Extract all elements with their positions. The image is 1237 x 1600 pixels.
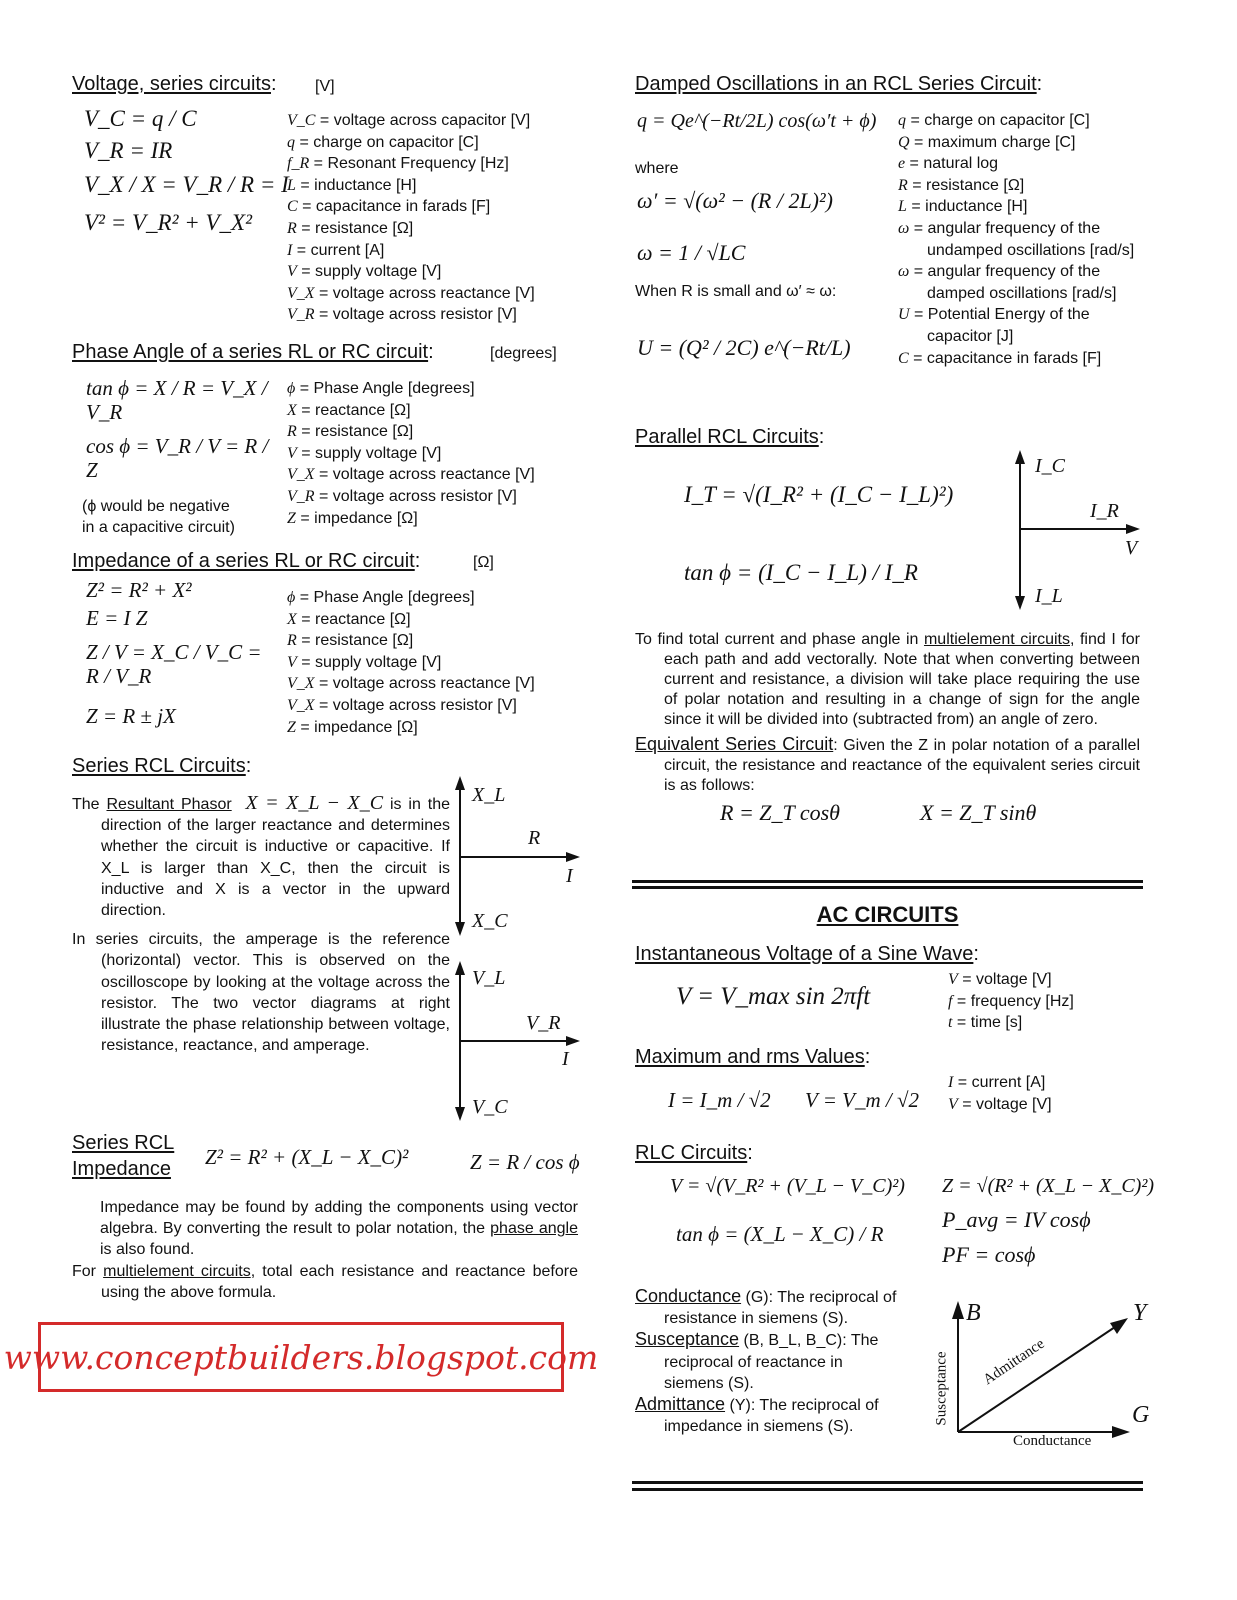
title-text: Maximum and rms Values — [635, 1046, 865, 1068]
section-title-rms: Maximum and rms Values: — [635, 1046, 871, 1068]
definition-symbol: q — [287, 133, 295, 151]
term: Admittance — [635, 1394, 726, 1415]
definition-item — [287, 652, 577, 674]
definition-symbol: V_X — [287, 675, 315, 693]
definition-item — [948, 1094, 1148, 1116]
definition-symbol: C — [898, 349, 909, 367]
susceptance-label: Susceptance — [933, 1351, 950, 1426]
definition-text: = voltage across reactance [V] — [314, 675, 535, 693]
definition-symbol: Z — [287, 509, 296, 527]
parallel-vector-diagram — [1000, 445, 1150, 615]
divider — [632, 1481, 1143, 1484]
definition-item — [898, 110, 1148, 132]
title-text: Instantaneous Voltage of a Sine Wave — [635, 943, 974, 965]
formula: U = (Q² / 2C) e^(−Rt/L) — [637, 335, 851, 360]
definition-text: = impedance [Ω] — [295, 718, 418, 736]
definition-symbol: V_R — [287, 487, 315, 505]
definition-symbol: R — [287, 632, 297, 650]
diagram-label: I — [562, 1048, 569, 1070]
diagram-label: I_R — [1090, 500, 1119, 522]
divider — [632, 880, 1143, 883]
definition-item — [287, 717, 577, 739]
definition-symbol: I — [948, 1074, 954, 1091]
title-text: Voltage, series circuits — [72, 73, 271, 95]
divider — [632, 1488, 1143, 1491]
section-title-voltage: Voltage, series circuits: — [72, 73, 277, 95]
formula: ω′ = √(ω² − (R / 2L)²) — [637, 188, 833, 213]
formula: E = I Z — [86, 606, 148, 630]
definition-symbol: ϕ — [287, 589, 296, 606]
diagram-label-g: G — [1132, 1402, 1150, 1428]
definition-item — [898, 132, 1148, 154]
reactance-vector-diagram — [440, 770, 590, 940]
definition-text: = capacitance in farads [F] — [297, 198, 491, 216]
term: Conductance — [635, 1286, 742, 1306]
term: multielement circuits — [103, 1262, 251, 1280]
text: To find total current and phase angle in — [635, 631, 924, 648]
term: multielement circuits — [923, 631, 1070, 648]
definition-list — [287, 110, 577, 326]
conductance-label: Conductance — [1013, 1433, 1092, 1449]
definition-symbol: R — [287, 219, 297, 237]
definition-item — [948, 1072, 1148, 1094]
formula: tan ϕ = X / R = V_X / V_R — [86, 376, 268, 424]
diagram-label: I_C — [1035, 455, 1065, 477]
definition-symbol: Z — [287, 718, 296, 736]
term-definition — [635, 1394, 900, 1437]
text: For — [72, 1262, 104, 1280]
formula: X = X_L − X_C — [245, 792, 384, 814]
definition-item — [287, 400, 577, 422]
multielement-paragraph — [72, 1261, 578, 1303]
definition-text: = voltage across resistor [V] — [314, 696, 517, 714]
definition-text: = current [A] — [292, 241, 385, 259]
title-text: Parallel RCL Circuits — [635, 426, 819, 448]
definition-symbol: f_R — [287, 155, 310, 173]
definition-symbol: L — [287, 176, 296, 194]
definition-list — [948, 969, 1148, 1034]
term-text: (G): The reciprocal of resistance in siemens (S). — [664, 1289, 897, 1328]
title-text: RLC Circuits — [635, 1142, 748, 1164]
arrow-down-icon — [1015, 596, 1025, 610]
term-definition — [635, 1286, 900, 1329]
term-definition — [635, 1329, 900, 1394]
definition-list — [948, 1072, 1148, 1115]
definition-item — [287, 587, 577, 609]
definition-symbol: V — [948, 1095, 958, 1113]
diagram-label: V_R — [526, 1012, 561, 1034]
arrow-up-icon — [1015, 450, 1025, 464]
series-rcl-text — [72, 793, 450, 1064]
formula: V_R = IR — [84, 138, 173, 163]
definition-symbol: L — [898, 198, 907, 216]
definition-symbol: V_C — [287, 112, 316, 129]
term: Equivalent Series Circuit — [635, 734, 834, 754]
definition-text: = resistance [Ω] — [296, 632, 414, 650]
title-text: Damped Oscillations in an RCL Series Circuit — [635, 73, 1037, 95]
title-text: Series RCL Circuits — [72, 755, 246, 777]
diagram-label-b: B — [966, 1300, 981, 1326]
definition-symbol: V_X — [287, 696, 315, 714]
section-title-series-rcl: Series RCL Circuits: — [72, 755, 252, 777]
diagram-label: V_C — [472, 1096, 508, 1118]
definition-item — [948, 969, 1148, 991]
definition-list — [898, 110, 1148, 369]
watermark-link[interactable]: www.conceptbuilders.blogspot.com — [38, 1322, 564, 1392]
definition-text: = Potential Energy of the capacitor [J] — [909, 306, 1090, 345]
arrow-down-icon — [455, 922, 465, 936]
formula: V_X / X = V_R / R = I — [84, 172, 289, 197]
definition-item — [948, 1012, 1148, 1034]
definition-item — [287, 378, 577, 400]
definition-symbol: V — [287, 653, 297, 671]
definition-item — [287, 175, 577, 197]
formula: Z / V = X_C / V_C = R / V_R — [86, 640, 262, 688]
term-text: (B, B_L, B_C): The reciprocal of reactance in siemens (S). — [664, 1332, 879, 1392]
formula: tan ϕ = (X_L − X_C) / R — [676, 1222, 884, 1246]
arrow-right-icon — [1112, 1426, 1130, 1438]
definition-symbol: V_X — [287, 284, 315, 302]
formula: R = Z_T cosθ — [720, 800, 840, 825]
voltage-vector-diagram — [440, 955, 590, 1125]
section-title-parallel: Parallel RCL Circuits: — [635, 426, 825, 448]
unit-label: [V] — [315, 78, 335, 95]
definition-text: = capacitance in farads [F] — [908, 349, 1102, 367]
definition-item — [287, 464, 577, 486]
diagram-label: R — [528, 827, 541, 849]
diagram-label: X_L — [472, 784, 506, 806]
definition-text: = supply voltage [V] — [296, 653, 442, 671]
definition-symbol: U — [898, 306, 910, 324]
formula: X = Z_T sinθ — [920, 800, 1037, 825]
definition-symbol: X — [287, 401, 297, 419]
definition-item — [898, 218, 1148, 261]
definition-text: = voltage across resistor [V] — [314, 487, 517, 505]
definition-item — [287, 153, 577, 175]
ac-circuits-heading: AC CIRCUITS — [816, 902, 959, 927]
formula: V = √(V_R² + (V_L − V_C)²) — [670, 1175, 905, 1197]
formula: V = V_max sin 2πft — [676, 983, 871, 1010]
definition-text: = Phase Angle [degrees] — [295, 589, 475, 606]
definition-item — [287, 132, 577, 154]
definition-text: = reactance [Ω] — [296, 610, 411, 628]
definition-item — [898, 153, 1148, 175]
term: Susceptance — [635, 1329, 740, 1350]
formula: tan ϕ = (I_C − I_L) / I_R — [684, 560, 918, 585]
definition-symbol: q — [898, 112, 906, 129]
section-title-sine: Instantaneous Voltage of a Sine Wave: — [635, 943, 979, 965]
definition-symbol: X — [287, 610, 297, 628]
title-text: Impedance of a series RL or RC circuit — [72, 550, 415, 572]
definition-item — [287, 673, 577, 695]
definition-text: = inductance [H] — [295, 176, 417, 194]
definition-text: = voltage [V] — [957, 971, 1052, 988]
series-impedance-text — [72, 1197, 578, 1311]
definition-list — [287, 378, 577, 529]
definition-list — [287, 587, 577, 738]
arrow-right-icon — [566, 852, 580, 862]
formula: q = Qe^(−Rt/2L) cos(ω′t + ϕ) — [637, 110, 877, 132]
definition-item — [287, 240, 577, 262]
admittance-label: Admittance — [980, 1335, 1048, 1389]
definition-text: = impedance [Ω] — [295, 509, 418, 527]
title-text: Phase Angle of a series RL or RC circuit — [72, 341, 429, 363]
definition-text: = time [s] — [952, 1014, 1023, 1032]
definition-symbol: ω — [898, 219, 910, 237]
definition-symbol: C — [287, 198, 298, 216]
definition-symbol: ω — [898, 263, 910, 281]
text: , total each resistance and reactance before using the above formula. — [101, 1262, 578, 1301]
definition-item — [287, 609, 577, 631]
definition-text: = charge on capacitor [C] — [906, 112, 1090, 129]
definition-item — [287, 261, 577, 283]
unit-label: [Ω] — [473, 554, 494, 571]
equivalent-formulas — [635, 800, 1140, 826]
formula: PF = cosϕ — [942, 1242, 1036, 1267]
definition-text: = frequency [Hz] — [952, 992, 1074, 1010]
definition-symbol: V_R — [287, 306, 315, 324]
definition-item — [287, 695, 577, 717]
definition-item — [898, 261, 1148, 304]
text: Impedance may be found by adding the components using vector algebra. By converting the result to polar notation, the — [100, 1199, 578, 1238]
definition-item — [287, 421, 577, 443]
definition-symbol: R — [287, 423, 297, 441]
definition-item — [287, 486, 577, 508]
section-title-rlc: RLC Circuits: — [635, 1142, 753, 1164]
term: phase angle — [490, 1220, 579, 1238]
unit-label: [degrees] — [490, 345, 557, 362]
series-paragraph: In series circuits, the amperage is the reference (horizontal) vector. This is observed on the oscilloscope by looking at the voltage across the resistor. The two vector diagrams at right illustrate the phase relationship between voltage, resistance, reactance, and amperage. — [72, 931, 450, 1055]
definition-item — [898, 304, 1148, 347]
diagram-label: V — [1125, 537, 1138, 559]
divider — [632, 886, 1143, 889]
definition-text: = voltage across reactance [V] — [314, 284, 535, 302]
definition-symbol: I — [287, 241, 293, 259]
definition-symbol: R — [898, 176, 908, 194]
formula: Z = R ± jX — [86, 704, 176, 728]
formula: Z = R / cos ϕ — [470, 1150, 580, 1174]
definition-text: = resistance [Ω] — [907, 176, 1025, 194]
section-title-series-impedance — [72, 1130, 174, 1182]
note: in a capacitive circuit) — [82, 519, 235, 536]
arrow-down-icon — [455, 1107, 465, 1121]
text: is also found. — [100, 1241, 195, 1259]
definition-symbol: Q — [898, 133, 910, 151]
diagram-label: V_L — [472, 967, 506, 989]
definition-symbol: f — [948, 992, 953, 1010]
arrow-diagonal-icon — [1110, 1318, 1128, 1334]
definition-item — [898, 196, 1148, 218]
diagram-label: I_L — [1035, 585, 1063, 607]
impedance-paragraph — [72, 1197, 578, 1261]
definition-symbol: t — [948, 1014, 953, 1032]
formula: Z = √(R² + (X_L − X_C)²) — [942, 1175, 1154, 1197]
condition-text: When R is small and ω′ ≈ ω: — [635, 283, 837, 300]
definition-text: = angular frequency of the damped oscillations [rad/s] — [909, 263, 1117, 302]
text: is in the direction of the larger reactance and determines whether the circuit is inductive or capacitive. If X_L is larger than X_C, then the circuit is inductive and X is a vector in the upward direction. — [101, 796, 451, 920]
where-label: where — [635, 160, 679, 177]
definition-text: = voltage [V] — [957, 1095, 1052, 1113]
parallel-paragraph — [635, 630, 1140, 730]
formula: I = I_m / √2 — [668, 1088, 771, 1112]
definition-item — [287, 110, 577, 132]
formula: cos ϕ = V_R / V = R / Z — [86, 434, 269, 482]
formula: P_avg = IV cosϕ — [942, 1207, 1091, 1232]
formula: Z² = R² + (X_L − X_C)² — [205, 1145, 409, 1169]
note: (ϕ would be negative — [82, 498, 230, 515]
text: The — [72, 796, 107, 813]
resultant-phasor-paragraph — [72, 793, 450, 921]
definition-item — [287, 283, 577, 305]
formula: Z² = R² + X² — [86, 578, 192, 602]
formula: V² = V_R² + V_X² — [84, 210, 252, 235]
arrow-up-icon — [952, 1301, 964, 1319]
definition-item — [287, 443, 577, 465]
definition-item — [898, 348, 1148, 370]
section-title-damped: Damped Oscillations in an RCL Series Circuit: — [635, 73, 1043, 95]
text: , find I for each path and add vectorally. Note that when converting between current and resistance, a division will take place requiring the use of polar notation and resulting in a change of sign for the angle since it will be divided into (subtracted from) an angle of zero. — [664, 631, 1140, 728]
definition-item — [898, 175, 1148, 197]
diagram-label: X_C — [472, 910, 508, 932]
section-title-phase: Phase Angle of a series RL or RC circuit: — [72, 341, 434, 363]
definition-symbol: ϕ — [287, 380, 296, 397]
term: Resultant Phasor — [106, 796, 232, 813]
formula: V_C = q / C — [84, 106, 197, 131]
definition-text: = resistance [Ω] — [296, 219, 414, 237]
definition-item — [287, 218, 577, 240]
definition-text: = angular frequency of the undamped oscillations [rad/s] — [909, 219, 1135, 259]
definition-text: = inductance [H] — [906, 198, 1028, 216]
text: : Given the Z in polar notation of a parallel circuit, the resistance and reactance of the equivalent series circuit is as follows: — [664, 737, 1141, 794]
definition-item — [287, 196, 577, 218]
diagram-label-y: Y — [1133, 1300, 1147, 1326]
term-text: (Y): The reciprocal of impedance in siemens (S). — [664, 1397, 879, 1436]
definition-text: = Phase Angle [degrees] — [295, 380, 475, 397]
definition-symbol: V — [287, 444, 297, 462]
equivalent-series-paragraph — [635, 734, 1140, 796]
definition-text: = voltage across resistor [V] — [314, 306, 517, 324]
definition-item — [287, 508, 577, 530]
definition-item — [948, 991, 1148, 1013]
definition-text: = natural log — [905, 155, 999, 173]
arrow-up-icon — [455, 961, 465, 975]
definition-symbol: e — [898, 155, 906, 173]
definition-text: = reactance [Ω] — [296, 401, 411, 419]
definition-symbol: V_X — [287, 466, 315, 484]
title-text: Impedance — [72, 1158, 171, 1180]
diagram-label: I — [566, 865, 573, 887]
definition-text: = charge on capacitor [C] — [295, 133, 479, 151]
definition-text: = current [A] — [953, 1074, 1046, 1091]
definition-text: = Resonant Frequency [Hz] — [309, 155, 509, 173]
definition-text: = supply voltage [V] — [296, 263, 442, 281]
definition-text: = supply voltage [V] — [296, 444, 442, 462]
definition-item — [287, 630, 577, 652]
definition-item — [287, 304, 577, 326]
definition-text: = resistance [Ω] — [296, 423, 414, 441]
definition-symbol: V — [948, 971, 958, 988]
definition-symbol: V — [287, 263, 297, 281]
formula: I_T = √(I_R² + (I_C − I_L)²) — [684, 482, 954, 507]
title-text: Series RCL — [72, 1132, 175, 1154]
definition-text: = voltage across capacitor [V] — [315, 112, 531, 129]
parallel-text — [635, 630, 1140, 834]
arrow-up-icon — [455, 776, 465, 790]
definition-text: = voltage across reactance [V] — [314, 466, 535, 484]
definition-text: = maximum charge [C] — [909, 133, 1076, 151]
formula: V = V_m / √2 — [805, 1088, 919, 1112]
section-title-impedance: Impedance of a series RL or RC circuit: — [72, 550, 421, 572]
term-list — [635, 1286, 900, 1437]
arrow-right-icon — [1126, 524, 1140, 534]
arrow-right-icon — [566, 1036, 580, 1046]
formula: ω = 1 / √LC — [637, 240, 746, 265]
